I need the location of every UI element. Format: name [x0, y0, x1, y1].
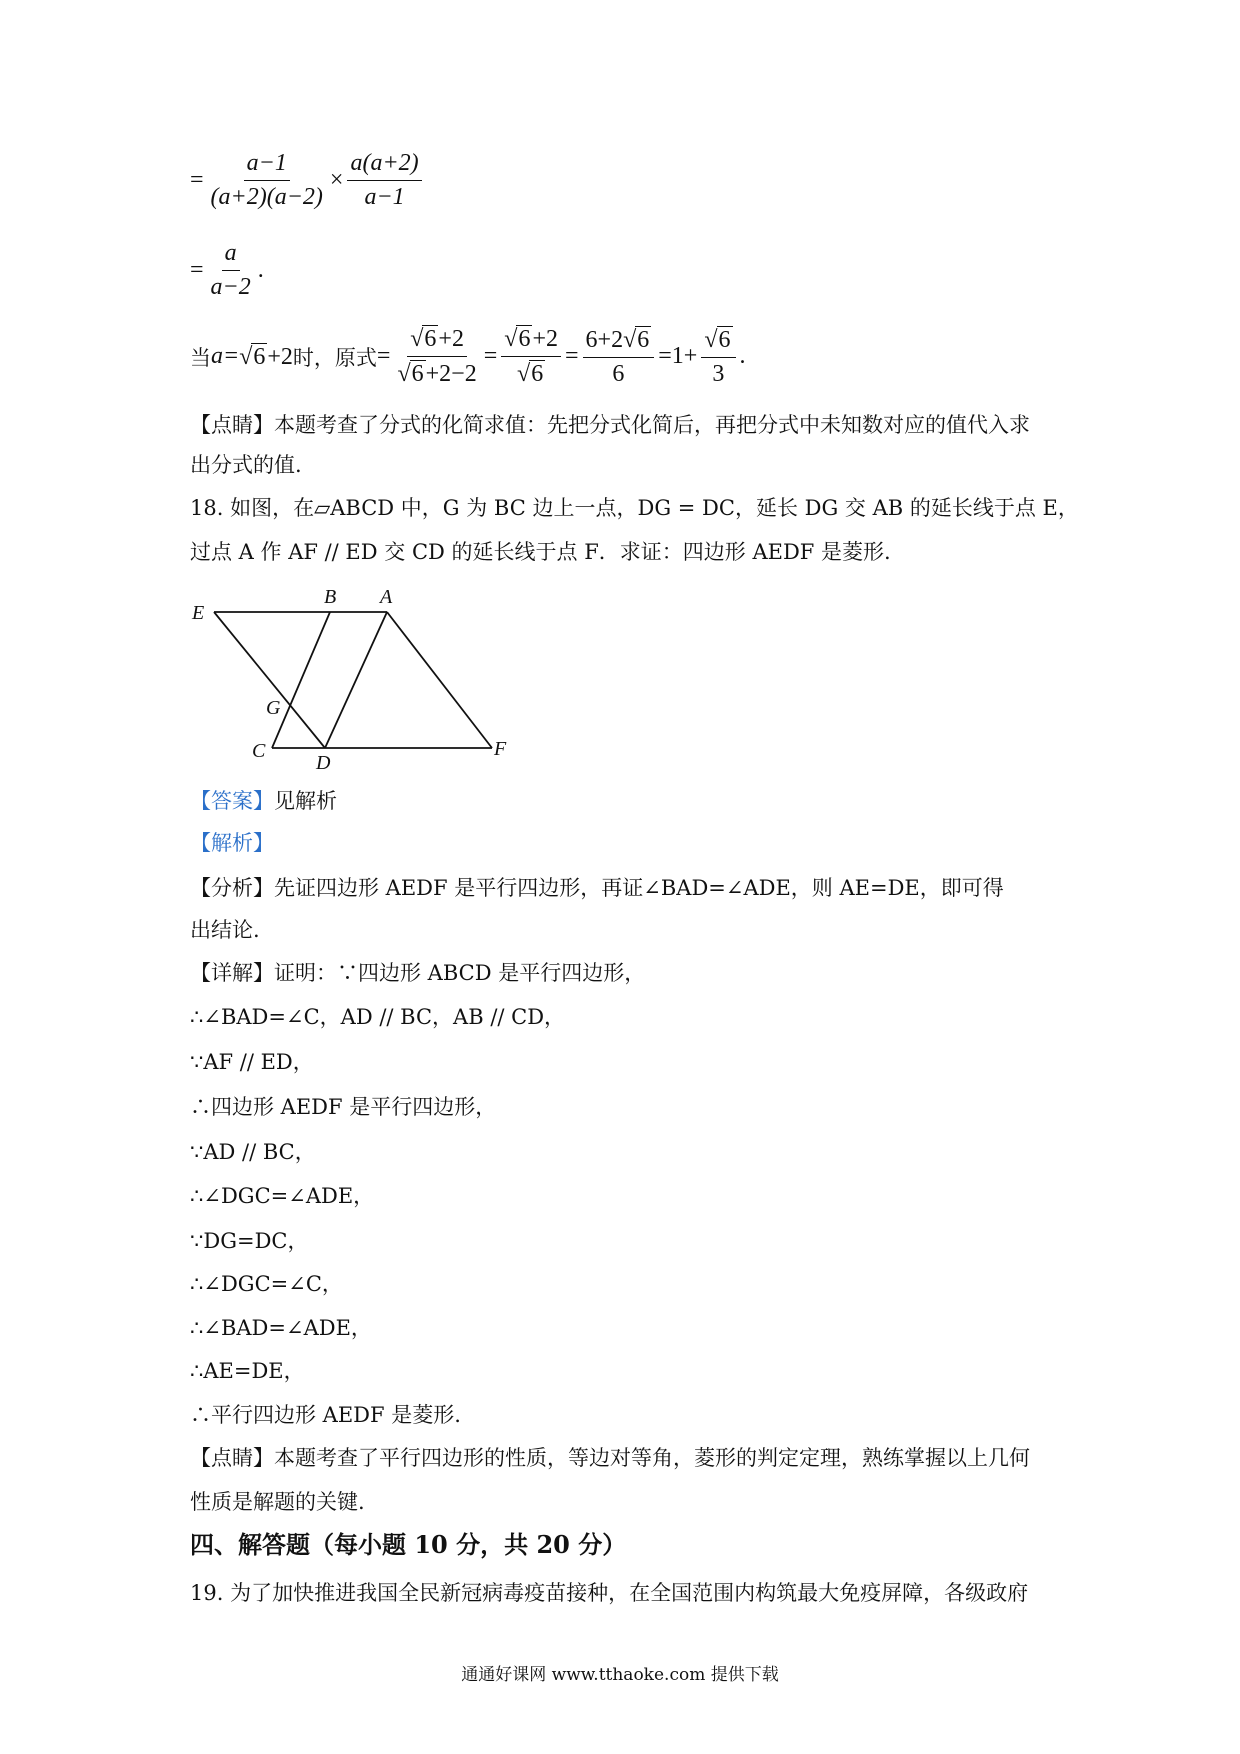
- denominator: 3: [712, 360, 725, 387]
- radicand: 6: [637, 326, 650, 353]
- proof-line: ∴∠DGC=∠ADE，: [190, 1184, 375, 1208]
- proof-line: ∴四边形 AEDF 是平行四边形，: [190, 1095, 497, 1119]
- question-18-line-1: 18. 如图，在▱ABCD 中，G 为 BC 边上一点，DG = DC，延长 DG 交 AB 的延长线于点 E，: [190, 496, 1079, 520]
- sqrt-expression: √6+2: [239, 343, 293, 370]
- fraction: [501, 325, 561, 388]
- denominator: a−1: [364, 184, 405, 210]
- segment-ED: [214, 612, 325, 748]
- remark-1-line-1: 【点睛】本题考查了分式的化简求值：先把分式化简后，再把分式中未知数对应的值代入求: [190, 413, 1030, 437]
- radicand: 6: [411, 361, 424, 387]
- proof-line: ∴∠BAD=∠C，AD // BC，AB // CD，: [190, 1005, 566, 1029]
- proof-line: ∴∠DGC=∠C，: [190, 1272, 343, 1296]
- segment-AD: [325, 612, 387, 748]
- denominator-rest: +2−2: [425, 361, 477, 387]
- section-heading: 四、解答题（每小题 10 分，共 20 分）: [190, 1530, 627, 1559]
- radicand: 6: [718, 326, 731, 353]
- answer-line: [190, 786, 337, 816]
- proof-line: ∴AE=DE，: [190, 1359, 305, 1383]
- expression-1: [190, 150, 426, 211]
- segment-AF: [387, 612, 492, 748]
- radicand: 6: [531, 361, 544, 387]
- label-E: E: [192, 602, 205, 624]
- fraction: [208, 150, 326, 211]
- answer-tag: 【答案】: [190, 789, 274, 813]
- proof-line: ∵DG=DC，: [190, 1229, 309, 1253]
- label-G: G: [266, 697, 281, 719]
- denominator: √6: [517, 361, 544, 387]
- numerator: √6: [701, 326, 735, 358]
- remark-1-line-2: 出分式的值.: [190, 453, 302, 477]
- question-18-line-2: 过点 A 作 AF // ED 交 CD 的延长线于点 F．求证：四边形 AEDF 是菱形.: [190, 540, 891, 564]
- radicand: 6: [518, 326, 531, 352]
- numerator-rest: +2: [532, 326, 558, 352]
- equals-sign: =: [564, 343, 579, 369]
- numerator-pre: 6+2: [585, 326, 624, 353]
- remark-2-line-2: 性质是解题的关键.: [190, 1490, 365, 1514]
- period: .: [257, 257, 264, 283]
- numerator: a(a+2): [347, 150, 421, 181]
- proof-line: ∴∠BAD=∠ADE，: [190, 1316, 372, 1340]
- fraction: [208, 240, 254, 301]
- proof-line: 【详解】证明：∵四边形 ABCD 是平行四边形，: [190, 961, 646, 985]
- one-plus: 1+: [671, 343, 698, 369]
- equals-sign: =: [483, 343, 498, 369]
- expression-2: [190, 240, 264, 301]
- denominator: √6+2−2: [397, 361, 477, 387]
- numerator: √6+2: [501, 325, 561, 357]
- fraction: [583, 326, 655, 388]
- proof-line: ∵AD // BC，: [190, 1140, 316, 1164]
- numerator: a−1: [244, 150, 290, 181]
- label-A: A: [380, 586, 393, 608]
- equals-sign: =: [190, 257, 204, 283]
- answer-text: 见解析: [274, 789, 337, 813]
- numerator: 6+2√6: [583, 326, 655, 358]
- mid-text: 时，原式: [292, 345, 377, 370]
- fenxi-line-2: 出结论.: [190, 918, 260, 942]
- equals-sign: =: [376, 343, 391, 369]
- numerator: √6+2: [407, 325, 467, 357]
- question-19-line-1: 19. 为了加快推进我国全民新冠病毒疫苗接种，在全国范围内构筑最大免疫屏障，各级政府: [190, 1581, 1029, 1605]
- label-C: C: [252, 740, 266, 762]
- period: .: [739, 343, 746, 369]
- numerator-rest: +2: [438, 326, 464, 352]
- plus-two: +2: [267, 343, 293, 370]
- fraction: [701, 326, 735, 388]
- prefix-text: 当: [190, 345, 211, 370]
- remark-2-line-1: 【点睛】本题考查了平行四边形的性质，等边对等角，菱形的判定定理，熟练掌握以上几何: [190, 1446, 1030, 1470]
- geometry-figure: [190, 585, 530, 775]
- segment-BC: [272, 612, 330, 748]
- denominator: (a+2)(a−2): [210, 184, 323, 210]
- analysis-tag: 【解析】: [190, 831, 274, 855]
- denominator: a−2: [210, 274, 251, 300]
- a-equals: a=: [211, 343, 240, 369]
- fraction: [394, 325, 479, 388]
- label-B: B: [324, 586, 337, 608]
- fraction: [347, 150, 421, 211]
- page-footer: 通通好课网 www.tthaoke.com 提供下载: [461, 1665, 779, 1685]
- expression-3: [190, 325, 746, 388]
- radicand: 6: [424, 326, 437, 352]
- times-sign: ×: [329, 167, 344, 193]
- label-F: F: [494, 738, 507, 760]
- proof-line: ∵AF // ED，: [190, 1050, 314, 1074]
- fenxi-line-1: 【分析】先证四边形 AEDF 是平行四边形，再证∠BAD=∠ADE，则 AE=DE，即可得: [190, 876, 1004, 900]
- denominator: 6: [612, 360, 625, 387]
- radicand: 6: [253, 343, 266, 370]
- label-D: D: [316, 752, 331, 774]
- equals-sign: =: [658, 343, 672, 369]
- equals-sign: =: [190, 167, 204, 193]
- numerator: a: [222, 240, 240, 271]
- proof-line: ∴平行四边形 AEDF 是菱形.: [190, 1403, 461, 1427]
